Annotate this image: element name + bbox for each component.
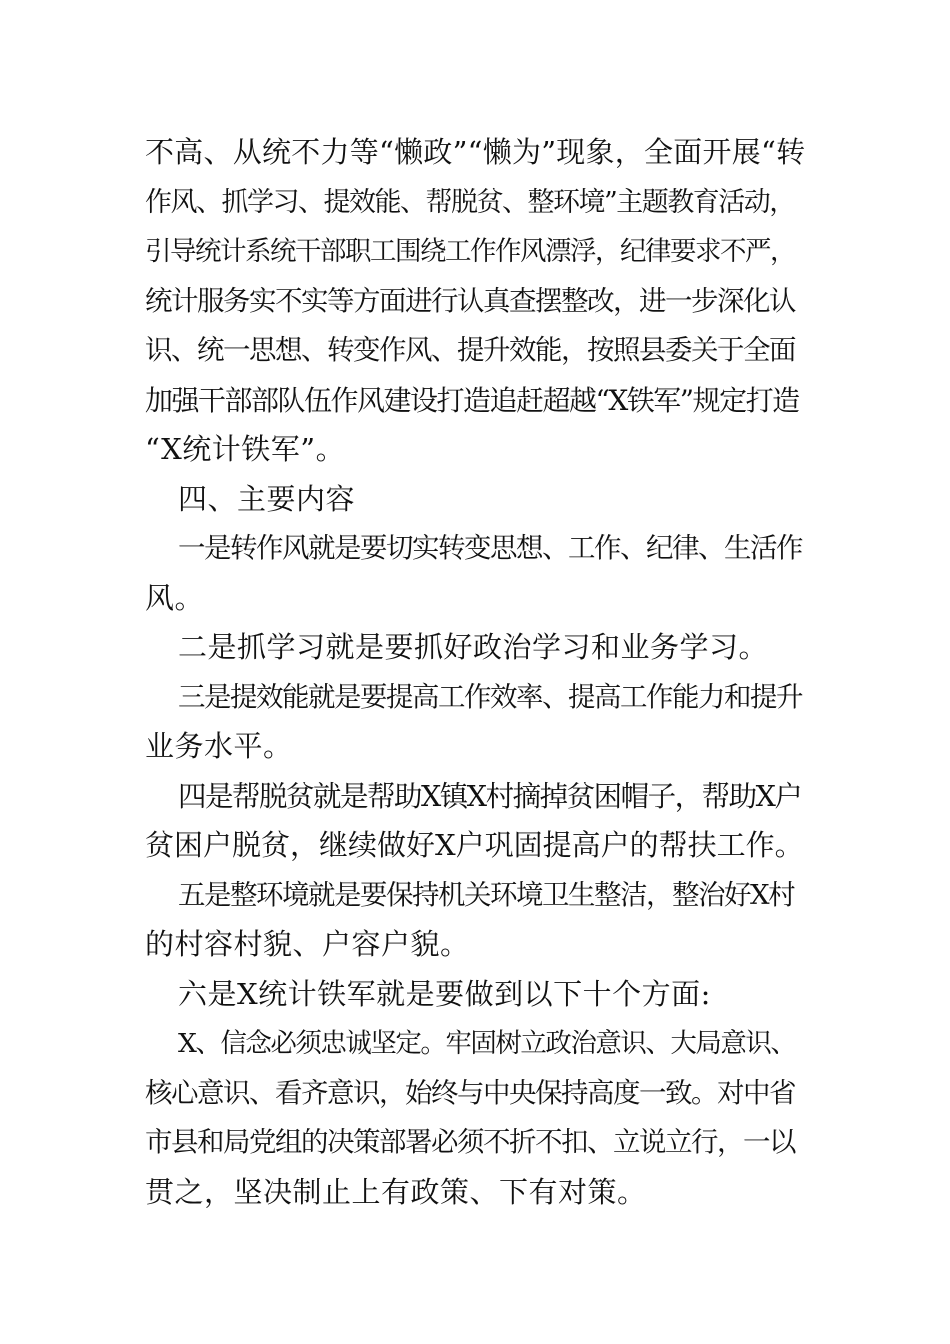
text-line: 不高、从统不力等“懒政”“懒为”现象，全面开展“转 <box>145 135 806 169</box>
text-line: 的村容村貌、户容户貌。 <box>145 927 470 961</box>
text-line: 引导统计系统干部职工围绕工作作风漂浮，纪律要求不严， <box>145 236 795 267</box>
text-line: 四是帮脱贫就是帮助X镇X村摘掉贫困帽子，帮助X户 <box>178 779 802 813</box>
text-line: 业务水平。 <box>145 729 293 763</box>
section-heading: 四、主要内容 <box>178 481 356 516</box>
text-line: X、信念必须忠诚坚定。牢固树立政治意识、大局意识、 <box>178 1028 796 1059</box>
text-line: 识、统一思想、转变作风、提升效能，按照县委关于全面 <box>145 334 795 366</box>
text-line: 三是提效能就是要提高工作效率、提高工作能力和提升 <box>178 680 802 713</box>
text-line: “X统计铁军”。 <box>145 432 346 466</box>
text-line: 贫困户脱贫，继续做好X户巩固提高户的帮扶工作。 <box>145 828 804 862</box>
text-line: 五是整环境就是要保持机关环境卫生整洁，整治好X村 <box>178 878 795 911</box>
text-line: 二是抓学习就是要抓好政治学习和业务学习。 <box>178 630 769 664</box>
text-line: 统计服务实不实等方面进行认真查摆整改，进一步深化认 <box>145 284 795 317</box>
text-line: 作风、抓学习、提效能、帮脱贫、整环境”主题教育活动， <box>145 186 795 218</box>
document-body <box>145 128 805 1217</box>
text-line: 风。 <box>145 580 205 615</box>
text-line: 加强干部部队伍作风建设打造追赶超越“X铁军”规定打造 <box>145 383 799 417</box>
text-line: 贯之，坚决制止上有政策、下有对策。 <box>145 1174 647 1209</box>
text-line: 核心意识、看齐意识，始终与中央保持高度一致。对中省 <box>145 1076 795 1109</box>
text-line: 一是转作风就是要切实转变思想、工作、纪律、生活作 <box>178 532 802 564</box>
text-line: 六是X统计铁军就是要做到以下十个方面: <box>178 976 711 1011</box>
text-line: 市县和局党组的决策部署必须不折不扣、立说立行，一以 <box>145 1126 795 1158</box>
